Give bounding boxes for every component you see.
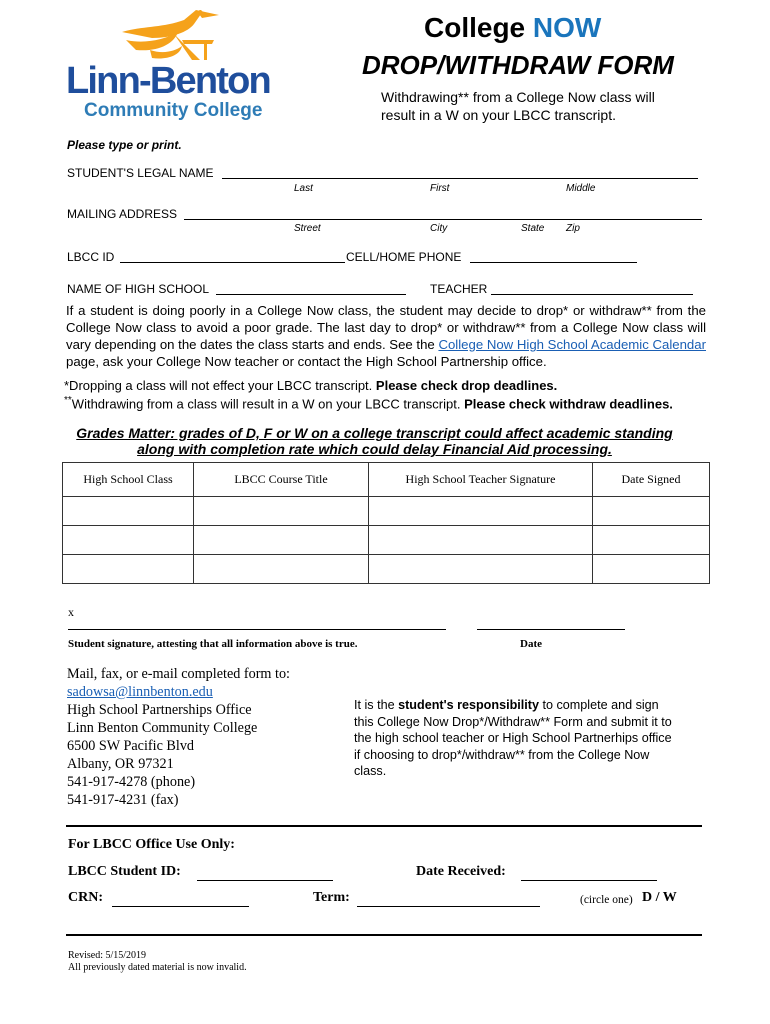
term-field[interactable] [357,906,540,907]
table-cell[interactable] [194,555,369,584]
instructions: Please type or print. [67,138,182,152]
grades-matter-line-1: Grades Matter: grades of D, F or W on a college transcript could affect academic standing [76,425,673,441]
table-cell[interactable] [194,526,369,555]
teacher-label: TEACHER [430,282,488,296]
date-received-label: Date Received: [416,864,506,879]
middle-name-caption: Middle [566,183,596,194]
drop-withdraw-choice[interactable]: D / W [642,890,677,905]
drop-note: *Dropping a class will not effect your LBCC transcript. Please check drop deadlines. [64,378,558,393]
grades-matter-notice [62,425,687,457]
phone-label: CELL/HOME PHONE [346,250,462,264]
office-section-divider [66,825,702,827]
signature-date-field[interactable] [477,629,625,630]
class-table [62,462,710,584]
footer-divider [66,934,702,936]
withdraw-warning: Withdrawing** from a College Now class will result in a W on your LBCC transcript. [381,89,655,123]
invalid-notice: All previously dated material is now invalid. [68,962,247,973]
address-line: 6500 SW Pacific Blvd [67,738,195,754]
legal-name-field[interactable] [222,178,698,179]
address-line: High School Partnerships Office [67,702,252,718]
table-cell[interactable] [593,497,710,526]
legal-name-label: STUDENT'S LEGAL NAME [67,166,214,180]
crn-label: CRN: [68,890,103,905]
col-date-signed: Date Signed [593,463,710,497]
first-name-caption: First [430,183,450,194]
student-responsibility-note: It is the student's responsibility to complete and sign this College Now Drop*/Withdraw** Form and submit it to the high school teacher or High School Partnerhips office if choosing to drop*/withdraw** from the College Now class. [354,698,672,778]
grades-matter-line-2: along with completion rate which could delay Financial Aid processing. [137,441,612,457]
crn-field[interactable] [112,906,249,907]
form-title: DROP/WITHDRAW FORM [362,50,674,80]
revised-date: Revised: 5/15/2019 [68,950,147,961]
mailing-address-field[interactable] [184,219,702,220]
office-student-id-field[interactable] [197,880,333,881]
teacher-field[interactable] [491,294,693,295]
roadrunner-logo-icon [122,10,222,62]
address-line: Linn Benton Community College [67,720,258,736]
table-row [63,526,710,555]
street-caption: Street [294,223,321,234]
high-school-label: NAME OF HIGH SCHOOL [67,282,210,296]
withdraw-note: **Withdrawing from a class will result in a W on your LBCC transcript. Please check withdraw deadlines. [64,395,673,412]
zip-caption: Zip [566,223,580,234]
table-cell[interactable] [63,526,194,555]
high-school-field[interactable] [216,294,406,295]
program-title: College NOW [424,12,602,43]
lbcc-id-field[interactable] [120,262,345,263]
table-cell[interactable] [593,526,710,555]
date-received-field[interactable] [521,880,657,881]
address-line: Albany, OR 97321 [67,756,174,772]
fax-number: 541-917-4231 (fax) [67,792,179,808]
signature-x-mark: x [68,605,74,619]
table-row [63,497,710,526]
city-caption: City [430,223,448,234]
drop-withdraw-explanation: If a student is doing poorly in a College Now class, the student may decide to drop* or withdraw** from the College Now class to avoid a poor grade. The last day to drop* or withdraw** from a College Now class will vary depending on the dates the class starts and ends. See the College Now High School Academic Calendar page, ask your College Now teacher or contact the High School Partnership office. [66,303,706,369]
table-cell[interactable] [593,555,710,584]
student-signature-field[interactable] [68,629,446,630]
term-label: Term: [313,890,350,905]
signature-date-label: Date [520,638,542,650]
signature-caption: Student signature, attesting that all information above is true. [68,638,358,650]
table-cell[interactable] [63,497,194,526]
mail-instructions [67,665,290,809]
logo-subtitle: Community College [84,100,263,121]
col-teacher-signature: High School Teacher Signature [369,463,593,497]
office-use-heading: For LBCC Office Use Only: [68,837,235,852]
mailing-address-label: MAILING ADDRESS [67,207,178,221]
logo-name: Linn-Benton [66,60,270,102]
circle-one-hint: (circle one) [580,894,633,906]
academic-calendar-link[interactable]: College Now High School Academic Calendar [438,337,706,352]
phone-number: 541-917-4278 (phone) [67,774,196,790]
student-id-label: LBCC Student ID: [68,864,181,879]
revision-footer [68,950,247,974]
table-cell[interactable] [63,555,194,584]
mail-intro: Mail, fax, or e-mail completed form to: [67,666,290,682]
last-name-caption: Last [294,183,313,194]
col-high-school-class: High School Class [63,463,194,497]
col-lbcc-course-title: LBCC Course Title [194,463,369,497]
table-cell[interactable] [369,555,593,584]
table-cell[interactable] [369,526,593,555]
table-row [63,555,710,584]
phone-field[interactable] [470,262,637,263]
table-cell[interactable] [194,497,369,526]
table-cell[interactable] [369,497,593,526]
contact-email-link[interactable]: sadowsa@linnbenton.edu [67,684,213,700]
lbcc-id-label: LBCC ID [67,250,115,264]
state-caption: State [521,223,545,234]
